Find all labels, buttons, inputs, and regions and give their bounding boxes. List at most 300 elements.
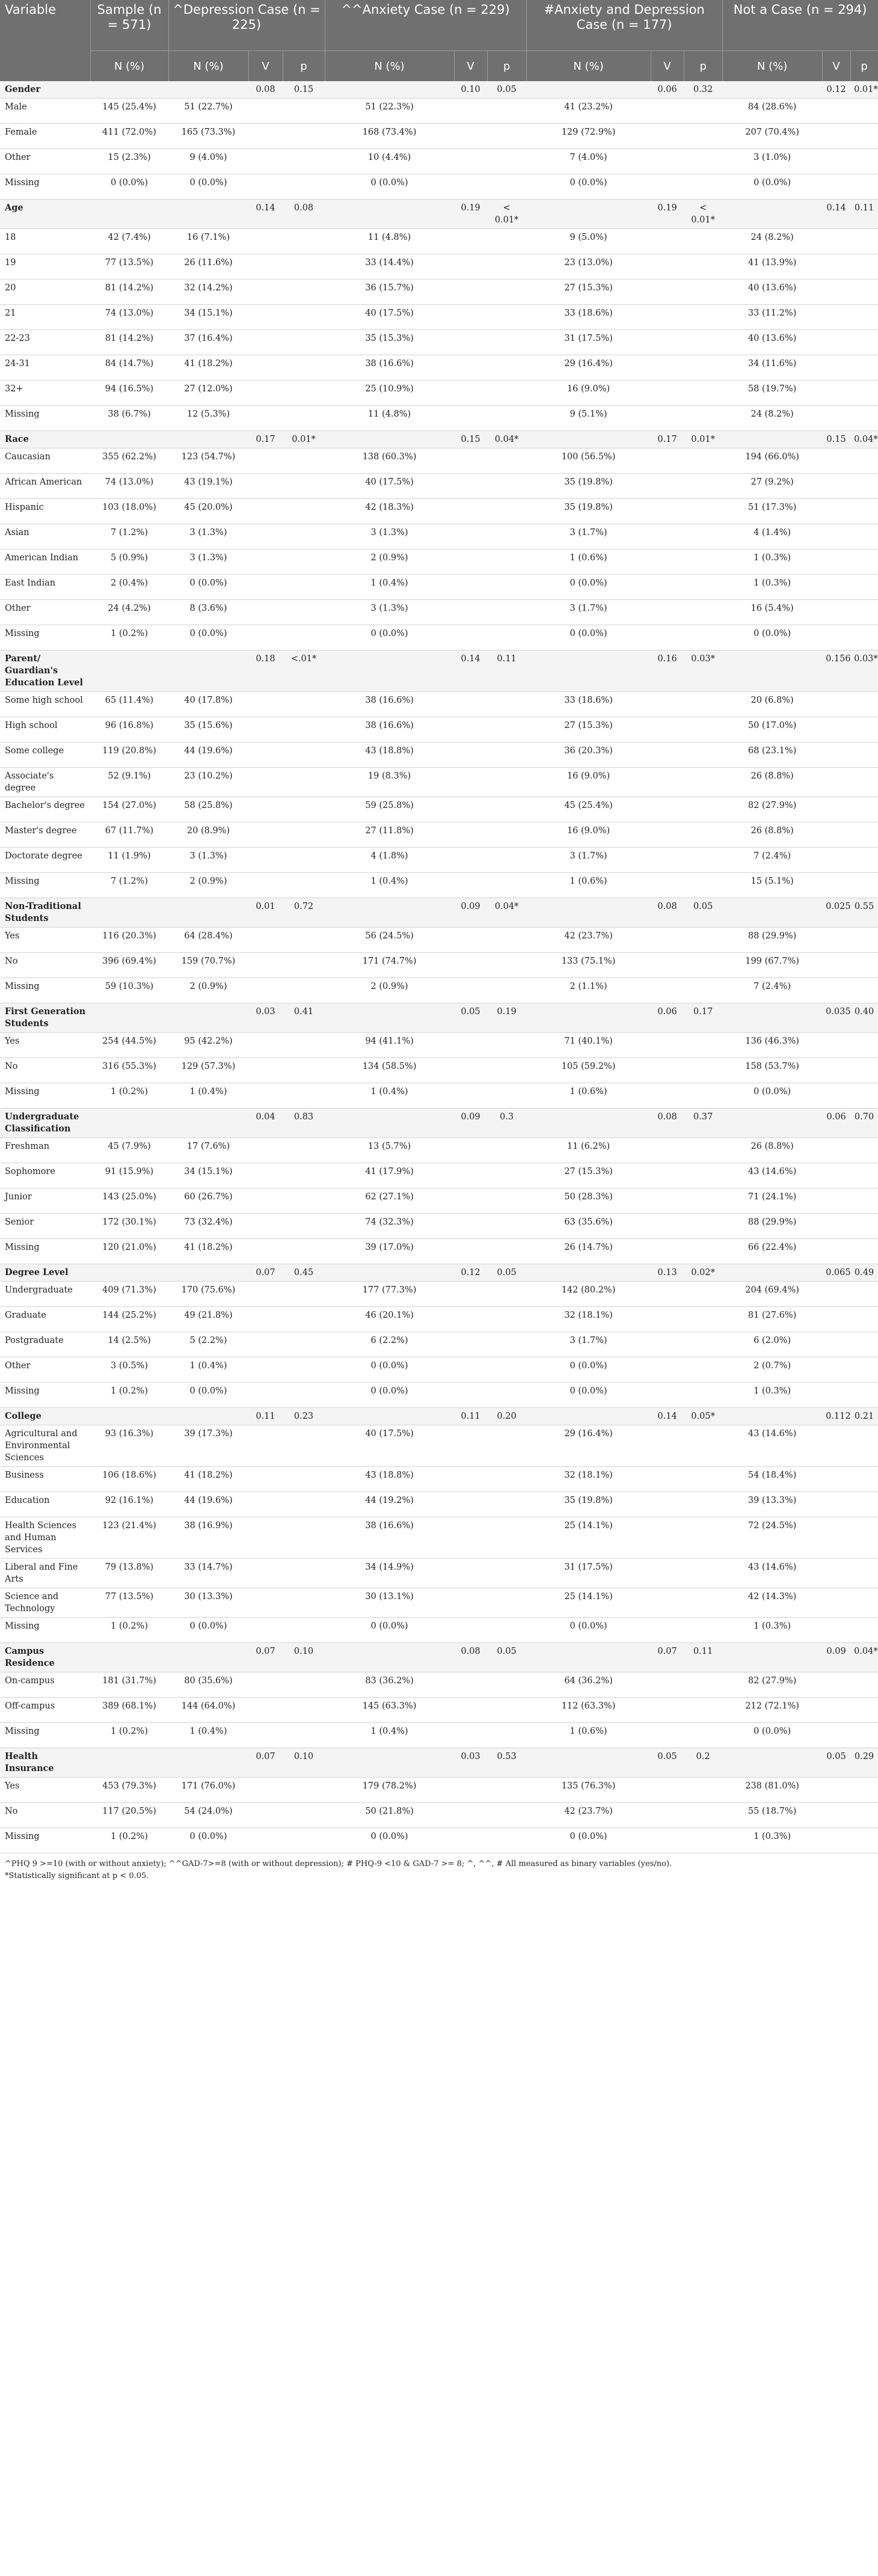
table-row bbox=[0, 305, 878, 330]
table-row bbox=[0, 1383, 878, 1408]
cell-anxiety-n: 0 (0.0%) bbox=[325, 1383, 454, 1408]
table-row bbox=[0, 1214, 878, 1239]
cell-var: Degree Level bbox=[0, 1264, 90, 1282]
cell-notcase-v bbox=[822, 928, 850, 953]
cell-depression-p: 0.72 bbox=[283, 898, 325, 928]
cell-anxiety-v bbox=[454, 1138, 487, 1163]
cell-depression-v: 0.08 bbox=[248, 81, 283, 99]
cell-notcase-p bbox=[850, 1559, 878, 1588]
table-row bbox=[0, 1778, 878, 1803]
cell-depression-v bbox=[248, 873, 283, 898]
cell-var: Education bbox=[0, 1492, 90, 1517]
cell-both-v bbox=[651, 1517, 684, 1559]
cell-anxiety-v: 0.14 bbox=[454, 650, 487, 692]
cell-var: Sophomore bbox=[0, 1163, 90, 1189]
cell-notcase-p bbox=[850, 305, 878, 330]
cell-anxiety-n: 38 (16.6%) bbox=[325, 717, 454, 742]
cell-both-v: 0.16 bbox=[651, 650, 684, 692]
table-row bbox=[0, 229, 878, 254]
cell-anxiety-v bbox=[454, 822, 487, 848]
cell-depression-p bbox=[283, 1618, 325, 1643]
cell-notcase-n: 82 (27.9%) bbox=[722, 1672, 822, 1698]
header-not-a-case: Not a Case (n = 294) bbox=[722, 0, 878, 51]
cell-depression-n: 3 (1.3%) bbox=[168, 848, 248, 873]
table-row bbox=[0, 149, 878, 174]
table-row bbox=[0, 1588, 878, 1618]
cell-anxiety-v: 0.15 bbox=[454, 431, 487, 448]
cell-both-v bbox=[651, 1588, 684, 1618]
cell-notcase-n: 207 (70.4%) bbox=[722, 124, 822, 149]
cell-depression-n bbox=[168, 1643, 248, 1672]
cell-depression-n: 3 (1.3%) bbox=[168, 549, 248, 575]
cell-both-n: 32 (18.1%) bbox=[526, 1307, 651, 1332]
cell-notcase-v: 0.06 bbox=[822, 1109, 850, 1138]
cell-var: Yes bbox=[0, 928, 90, 953]
table-row bbox=[0, 1189, 878, 1214]
cell-var: Non-Traditional Students bbox=[0, 898, 90, 928]
cell-depression-v: 0.07 bbox=[248, 1748, 283, 1778]
cell-both-p bbox=[684, 549, 722, 575]
table-row bbox=[0, 174, 878, 200]
cell-anxiety-n: 38 (16.6%) bbox=[325, 355, 454, 381]
cell-both-n bbox=[526, 1264, 651, 1282]
cell-sample-n: 123 (21.4%) bbox=[90, 1517, 168, 1559]
cell-depression-p bbox=[283, 1559, 325, 1588]
cell-anxiety-v bbox=[454, 474, 487, 499]
cell-anxiety-p bbox=[487, 1282, 526, 1307]
table-row bbox=[0, 1282, 878, 1307]
cell-sample-n: 181 (31.7%) bbox=[90, 1672, 168, 1698]
cell-notcase-n: 212 (72.1%) bbox=[722, 1698, 822, 1723]
cell-anxiety-p: 0.53 bbox=[487, 1748, 526, 1778]
cell-notcase-n: 136 (46.3%) bbox=[722, 1033, 822, 1058]
cell-both-v bbox=[651, 1189, 684, 1214]
cell-both-n: 35 (19.8%) bbox=[526, 1492, 651, 1517]
cell-both-n: 41 (23.2%) bbox=[526, 99, 651, 124]
cell-depression-p: 0.08 bbox=[283, 200, 325, 229]
cell-notcase-v: 0.025 bbox=[822, 898, 850, 928]
table-group-row bbox=[0, 1643, 878, 1672]
cell-var: Yes bbox=[0, 1033, 90, 1058]
table-group-row bbox=[0, 1109, 878, 1138]
cell-anxiety-p bbox=[487, 229, 526, 254]
cell-both-v: 0.13 bbox=[651, 1264, 684, 1282]
cell-both-n: 1 (0.6%) bbox=[526, 873, 651, 898]
cell-both-v bbox=[651, 254, 684, 280]
cell-depression-v bbox=[248, 1425, 283, 1467]
cell-sample-n: 144 (25.2%) bbox=[90, 1307, 168, 1332]
table-row bbox=[0, 1559, 878, 1588]
cell-anxiety-n: 59 (25.8%) bbox=[325, 797, 454, 822]
cell-depression-n: 60 (26.7%) bbox=[168, 1189, 248, 1214]
cell-depression-p bbox=[283, 149, 325, 174]
cell-depression-v bbox=[248, 229, 283, 254]
cell-depression-v bbox=[248, 1357, 283, 1383]
cell-notcase-p bbox=[850, 1467, 878, 1492]
cell-depression-n: 0 (0.0%) bbox=[168, 575, 248, 600]
cell-both-n bbox=[526, 200, 651, 229]
cell-depression-v bbox=[248, 1467, 283, 1492]
cell-notcase-n: 0 (0.0%) bbox=[722, 1083, 822, 1109]
cell-sample-n: 45 (7.9%) bbox=[90, 1138, 168, 1163]
cell-var: 19 bbox=[0, 254, 90, 280]
cell-notcase-n: 33 (11.2%) bbox=[722, 305, 822, 330]
cell-both-n: 16 (9.0%) bbox=[526, 381, 651, 406]
cell-depression-n: 123 (54.7%) bbox=[168, 448, 248, 474]
cell-both-n: 1 (0.6%) bbox=[526, 549, 651, 575]
cell-anxiety-v bbox=[454, 1058, 487, 1083]
cell-depression-p bbox=[283, 1214, 325, 1239]
cell-depression-n: 165 (73.3%) bbox=[168, 124, 248, 149]
cell-depression-v: 0.01 bbox=[248, 898, 283, 928]
cell-both-p: < 0.01* bbox=[684, 200, 722, 229]
cell-depression-v bbox=[248, 1672, 283, 1698]
cell-var: No bbox=[0, 953, 90, 978]
cell-notcase-v bbox=[822, 355, 850, 381]
cell-depression-n: 0 (0.0%) bbox=[168, 174, 248, 200]
cell-notcase-p bbox=[850, 1282, 878, 1307]
cell-depression-n: 58 (25.8%) bbox=[168, 797, 248, 822]
cell-notcase-v bbox=[822, 1163, 850, 1189]
cell-depression-p bbox=[283, 524, 325, 549]
cell-sample-n bbox=[90, 1408, 168, 1425]
cell-both-v bbox=[651, 978, 684, 1003]
cell-both-v bbox=[651, 1138, 684, 1163]
cell-anxiety-n: 145 (63.3%) bbox=[325, 1698, 454, 1723]
cell-anxiety-v bbox=[454, 717, 487, 742]
cell-notcase-n: 2 (0.7%) bbox=[722, 1357, 822, 1383]
cell-both-v: 0.06 bbox=[651, 1003, 684, 1033]
cell-both-p bbox=[684, 149, 722, 174]
cell-anxiety-v bbox=[454, 1618, 487, 1643]
cell-depression-p bbox=[283, 448, 325, 474]
cell-anxiety-n: 1 (0.4%) bbox=[325, 873, 454, 898]
cell-both-n: 9 (5.1%) bbox=[526, 406, 651, 431]
cell-both-n: 0 (0.0%) bbox=[526, 575, 651, 600]
cell-depression-n: 27 (12.0%) bbox=[168, 381, 248, 406]
cell-both-n bbox=[526, 1408, 651, 1425]
table-row bbox=[0, 742, 878, 768]
cell-notcase-p bbox=[850, 99, 878, 124]
cell-sample-n bbox=[90, 650, 168, 692]
cell-notcase-p bbox=[850, 1492, 878, 1517]
cell-var: Asian bbox=[0, 524, 90, 549]
cell-both-v: 0.08 bbox=[651, 898, 684, 928]
cell-both-p bbox=[684, 978, 722, 1003]
table-row bbox=[0, 1307, 878, 1332]
cell-notcase-v bbox=[822, 229, 850, 254]
cell-anxiety-p bbox=[487, 174, 526, 200]
cell-var: No bbox=[0, 1058, 90, 1083]
cell-notcase-v: 0.156 bbox=[822, 650, 850, 692]
cell-anxiety-p bbox=[487, 1189, 526, 1214]
cell-depression-p bbox=[283, 928, 325, 953]
cell-anxiety-n: 36 (15.7%) bbox=[325, 280, 454, 305]
cell-notcase-v bbox=[822, 1138, 850, 1163]
cell-sample-n: 94 (16.5%) bbox=[90, 381, 168, 406]
cell-anxiety-v: 0.12 bbox=[454, 1264, 487, 1282]
cell-anxiety-n: 1 (0.4%) bbox=[325, 1723, 454, 1748]
cell-anxiety-p bbox=[487, 1332, 526, 1357]
cell-notcase-n: 40 (13.6%) bbox=[722, 280, 822, 305]
cell-var: Missing bbox=[0, 1828, 90, 1853]
subheader-n: N (%) bbox=[325, 51, 454, 82]
cell-depression-p bbox=[283, 692, 325, 717]
cell-anxiety-p bbox=[487, 549, 526, 575]
cell-notcase-n bbox=[722, 650, 822, 692]
cell-depression-v bbox=[248, 692, 283, 717]
cell-both-v bbox=[651, 1672, 684, 1698]
cell-both-p bbox=[684, 822, 722, 848]
cell-notcase-v bbox=[822, 305, 850, 330]
cell-anxiety-p bbox=[487, 848, 526, 873]
cell-notcase-v bbox=[822, 1239, 850, 1264]
cell-both-v bbox=[651, 229, 684, 254]
subheader-n: N (%) bbox=[722, 51, 822, 82]
cell-var: Parent/ Guardian's Education Level bbox=[0, 650, 90, 692]
cell-notcase-n: 72 (24.5%) bbox=[722, 1517, 822, 1559]
table-row bbox=[0, 1332, 878, 1357]
cell-both-v bbox=[651, 448, 684, 474]
cell-depression-p bbox=[283, 99, 325, 124]
cell-notcase-n: 54 (18.4%) bbox=[722, 1467, 822, 1492]
cell-var: Other bbox=[0, 600, 90, 625]
cell-both-n: 32 (18.1%) bbox=[526, 1467, 651, 1492]
cell-notcase-p: 0.55 bbox=[850, 898, 878, 928]
cell-both-v bbox=[651, 549, 684, 575]
cell-var: 24-31 bbox=[0, 355, 90, 381]
cell-depression-n: 64 (28.4%) bbox=[168, 928, 248, 953]
table-row bbox=[0, 406, 878, 431]
cell-depression-p bbox=[283, 1467, 325, 1492]
cell-both-n: 42 (23.7%) bbox=[526, 928, 651, 953]
cell-notcase-v bbox=[822, 280, 850, 305]
cell-anxiety-p: 0.05 bbox=[487, 1643, 526, 1672]
cell-depression-n: 0 (0.0%) bbox=[168, 1383, 248, 1408]
cell-notcase-v bbox=[822, 124, 850, 149]
cell-sample-n: 79 (13.8%) bbox=[90, 1559, 168, 1588]
cell-depression-p bbox=[283, 499, 325, 524]
cell-notcase-v bbox=[822, 797, 850, 822]
cell-anxiety-n: 25 (10.9%) bbox=[325, 381, 454, 406]
cell-anxiety-v bbox=[454, 600, 487, 625]
table-row bbox=[0, 1492, 878, 1517]
cell-sample-n: 1 (0.2%) bbox=[90, 1383, 168, 1408]
cell-var: Undergraduate bbox=[0, 1282, 90, 1307]
cell-notcase-v bbox=[822, 1828, 850, 1853]
cell-var: East Indian bbox=[0, 575, 90, 600]
cell-notcase-p bbox=[850, 254, 878, 280]
cell-var: Other bbox=[0, 149, 90, 174]
cell-notcase-p bbox=[850, 448, 878, 474]
cell-both-p: 0.17 bbox=[684, 1003, 722, 1033]
cell-depression-v bbox=[248, 1083, 283, 1109]
cell-notcase-n: 43 (14.6%) bbox=[722, 1425, 822, 1467]
subheader-v: V bbox=[454, 51, 487, 82]
cell-notcase-n: 66 (22.4%) bbox=[722, 1239, 822, 1264]
cell-var: Off-campus bbox=[0, 1698, 90, 1723]
cell-depression-n: 159 (70.7%) bbox=[168, 953, 248, 978]
cell-both-p bbox=[684, 1492, 722, 1517]
cell-sample-n: 7 (1.2%) bbox=[90, 873, 168, 898]
cell-both-v bbox=[651, 406, 684, 431]
table-row bbox=[0, 978, 878, 1003]
cell-notcase-n: 3 (1.0%) bbox=[722, 149, 822, 174]
table-row bbox=[0, 448, 878, 474]
cell-var: Health Insurance bbox=[0, 1748, 90, 1778]
cell-anxiety-n: 6 (2.2%) bbox=[325, 1332, 454, 1357]
table-group-row bbox=[0, 1264, 878, 1282]
cell-sample-n: 355 (62.2%) bbox=[90, 448, 168, 474]
cell-sample-n: 65 (11.4%) bbox=[90, 692, 168, 717]
cell-notcase-p bbox=[850, 524, 878, 549]
cell-depression-p bbox=[283, 797, 325, 822]
table-row bbox=[0, 474, 878, 499]
cell-notcase-n: 194 (66.0%) bbox=[722, 448, 822, 474]
cell-anxiety-p bbox=[487, 978, 526, 1003]
cell-anxiety-p bbox=[487, 474, 526, 499]
cell-notcase-n: 34 (11.6%) bbox=[722, 355, 822, 381]
cell-notcase-p bbox=[850, 1163, 878, 1189]
cell-depression-v bbox=[248, 1828, 283, 1853]
cell-both-n: 25 (14.1%) bbox=[526, 1588, 651, 1618]
cell-notcase-n: 16 (5.4%) bbox=[722, 600, 822, 625]
cell-anxiety-p bbox=[487, 124, 526, 149]
cell-sample-n: 77 (13.5%) bbox=[90, 254, 168, 280]
cell-both-n: 64 (36.2%) bbox=[526, 1672, 651, 1698]
cell-notcase-n: 1 (0.3%) bbox=[722, 1828, 822, 1853]
cell-anxiety-n: 168 (73.4%) bbox=[325, 124, 454, 149]
cell-depression-p bbox=[283, 1778, 325, 1803]
table-group-row bbox=[0, 650, 878, 692]
cell-depression-v bbox=[248, 822, 283, 848]
cell-both-p bbox=[684, 1588, 722, 1618]
cell-var: Missing bbox=[0, 625, 90, 650]
cell-depression-p bbox=[283, 717, 325, 742]
cell-sample-n: 91 (15.9%) bbox=[90, 1163, 168, 1189]
table-row bbox=[0, 1083, 878, 1109]
cell-both-p bbox=[684, 330, 722, 355]
cell-both-n: 7 (4.0%) bbox=[526, 149, 651, 174]
cell-notcase-v bbox=[822, 381, 850, 406]
cell-depression-v: 0.03 bbox=[248, 1003, 283, 1033]
cell-anxiety-p: < 0.01* bbox=[487, 200, 526, 229]
cell-notcase-n bbox=[722, 1408, 822, 1425]
cell-notcase-v bbox=[822, 1588, 850, 1618]
cell-depression-v bbox=[248, 99, 283, 124]
table-row bbox=[0, 330, 878, 355]
cell-depression-n: 43 (19.1%) bbox=[168, 474, 248, 499]
cell-depression-n: 39 (17.3%) bbox=[168, 1425, 248, 1467]
cell-notcase-v bbox=[822, 768, 850, 797]
cell-depression-p bbox=[283, 1083, 325, 1109]
cell-both-p bbox=[684, 1307, 722, 1332]
cell-both-v bbox=[651, 768, 684, 797]
table-row bbox=[0, 1828, 878, 1853]
cell-both-p bbox=[684, 1517, 722, 1559]
cell-depression-p bbox=[283, 1189, 325, 1214]
cell-anxiety-v: 0.05 bbox=[454, 1003, 487, 1033]
cell-both-v bbox=[651, 305, 684, 330]
cell-notcase-p bbox=[850, 1033, 878, 1058]
cell-anxiety-v bbox=[454, 928, 487, 953]
cell-depression-v bbox=[248, 406, 283, 431]
cell-anxiety-v bbox=[454, 1083, 487, 1109]
cell-depression-p bbox=[283, 1239, 325, 1264]
table-row bbox=[0, 953, 878, 978]
cell-var: Caucasian bbox=[0, 448, 90, 474]
cell-sample-n: 81 (14.2%) bbox=[90, 330, 168, 355]
cell-notcase-n: 81 (27.6%) bbox=[722, 1307, 822, 1332]
cell-var: Missing bbox=[0, 1723, 90, 1748]
cell-depression-n: 12 (5.3%) bbox=[168, 406, 248, 431]
cell-notcase-n: 6 (2.0%) bbox=[722, 1332, 822, 1357]
cell-notcase-p bbox=[850, 978, 878, 1003]
cell-notcase-v bbox=[822, 549, 850, 575]
cell-notcase-p bbox=[850, 1383, 878, 1408]
table-row bbox=[0, 1163, 878, 1189]
cell-notcase-n: 0 (0.0%) bbox=[722, 174, 822, 200]
cell-sample-n: 15 (2.3%) bbox=[90, 149, 168, 174]
cell-both-v bbox=[651, 717, 684, 742]
cell-anxiety-p bbox=[487, 1778, 526, 1803]
cell-sample-n: 59 (10.3%) bbox=[90, 978, 168, 1003]
cell-notcase-n bbox=[722, 1003, 822, 1033]
cell-anxiety-p bbox=[487, 448, 526, 474]
table-group-row bbox=[0, 81, 878, 99]
cell-both-p bbox=[684, 1083, 722, 1109]
cell-notcase-v bbox=[822, 625, 850, 650]
cell-both-v bbox=[651, 575, 684, 600]
cell-anxiety-p bbox=[487, 1138, 526, 1163]
cell-both-v bbox=[651, 1492, 684, 1517]
cell-depression-v bbox=[248, 474, 283, 499]
cell-notcase-n: 88 (29.9%) bbox=[722, 1214, 822, 1239]
cell-var: No bbox=[0, 1803, 90, 1828]
cell-var: Liberal and Fine Arts bbox=[0, 1559, 90, 1588]
cell-notcase-v bbox=[822, 1618, 850, 1643]
cell-var: Missing bbox=[0, 1083, 90, 1109]
table-group-row bbox=[0, 1003, 878, 1033]
cell-depression-n: 41 (18.2%) bbox=[168, 1239, 248, 1264]
cell-anxiety-p bbox=[487, 1467, 526, 1492]
cell-both-p bbox=[684, 1803, 722, 1828]
table-row bbox=[0, 625, 878, 650]
cell-anxiety-p bbox=[487, 1383, 526, 1408]
cell-depression-v bbox=[248, 1517, 283, 1559]
cell-anxiety-v bbox=[454, 797, 487, 822]
cell-depression-n: 37 (16.4%) bbox=[168, 330, 248, 355]
cell-var: Campus Residence bbox=[0, 1643, 90, 1672]
cell-anxiety-v bbox=[454, 305, 487, 330]
cell-anxiety-v bbox=[454, 1332, 487, 1357]
cell-both-p bbox=[684, 381, 722, 406]
cell-sample-n: 77 (13.5%) bbox=[90, 1588, 168, 1618]
cell-var: Missing bbox=[0, 873, 90, 898]
cell-notcase-n: 15 (5.1%) bbox=[722, 873, 822, 898]
cell-depression-n: 51 (22.7%) bbox=[168, 99, 248, 124]
cell-both-v bbox=[651, 1239, 684, 1264]
cell-both-p: 0.37 bbox=[684, 1109, 722, 1138]
cell-notcase-n: 1 (0.3%) bbox=[722, 1618, 822, 1643]
cell-anxiety-v bbox=[454, 848, 487, 873]
cell-depression-n: 2 (0.9%) bbox=[168, 873, 248, 898]
cell-var: Science and Technology bbox=[0, 1588, 90, 1618]
cell-anxiety-v bbox=[454, 1672, 487, 1698]
cell-both-n: 0 (0.0%) bbox=[526, 1357, 651, 1383]
cell-notcase-n: 204 (69.4%) bbox=[722, 1282, 822, 1307]
cell-depression-n: 5 (2.2%) bbox=[168, 1332, 248, 1357]
